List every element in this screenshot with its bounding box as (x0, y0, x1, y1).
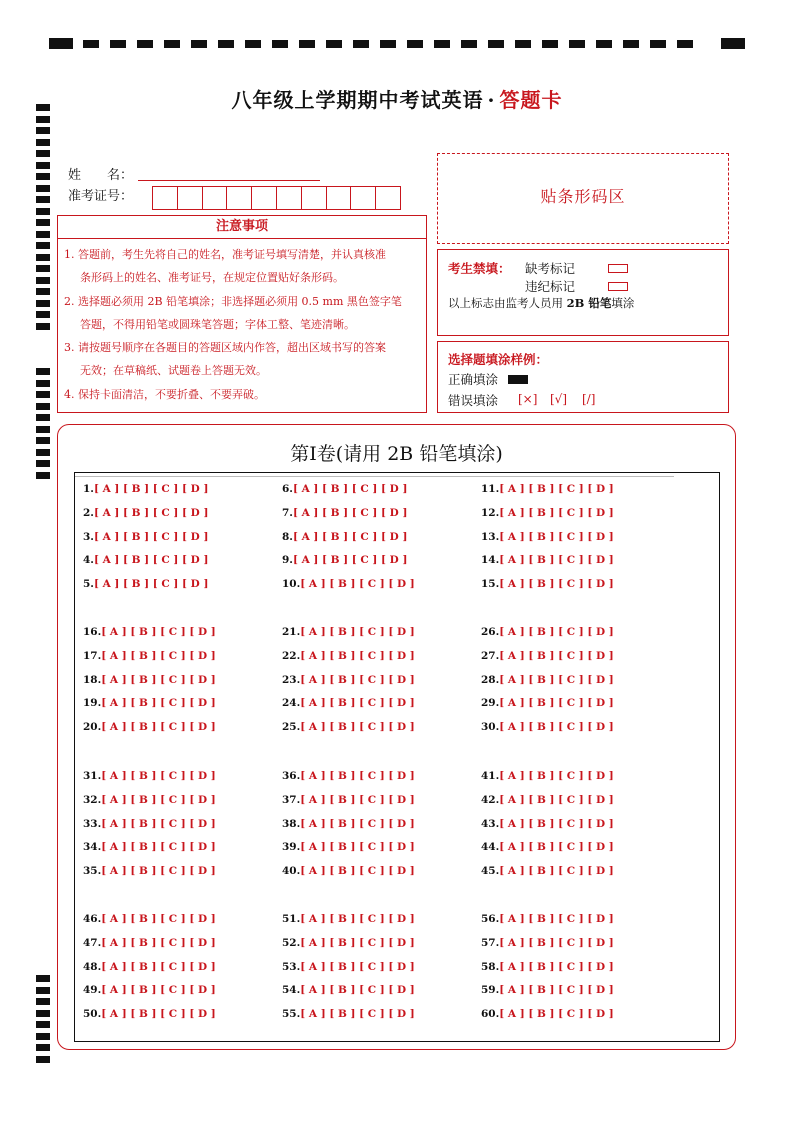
question-item[interactable] (282, 770, 415, 782)
timing-mark (36, 311, 50, 318)
name-label: 姓 名： (68, 168, 134, 183)
question-item[interactable] (481, 697, 614, 709)
timing-mark (36, 368, 50, 375)
answer-options[interactable]: [ A ] [ B ] [ C ] [ D ] (93, 530, 209, 543)
notice-line: 答题，不得用铅笔或圆珠笔答题；字体工整、笔迹清晰。 (80, 317, 355, 331)
wrong-mark-1: [×] (518, 392, 538, 406)
question-number: 9. (282, 554, 293, 567)
notice-box (57, 215, 427, 413)
question-item[interactable] (83, 674, 216, 686)
question-number: 26. (481, 626, 500, 638)
question-item[interactable] (282, 961, 415, 973)
question-number: 4. (83, 554, 94, 567)
answer-options[interactable]: [ A ] [ B ] [ C ] [ D ] (300, 673, 415, 686)
question-item[interactable] (481, 770, 614, 782)
question-number: 40. (282, 865, 301, 878)
question-number: 44. (481, 841, 500, 854)
timing-mark (36, 185, 50, 192)
answer-options[interactable]: [ A ] [ B ] [ C ] [ D ] (300, 936, 415, 949)
timing-mark (36, 173, 50, 180)
question-item[interactable] (83, 913, 216, 925)
question-item[interactable] (282, 650, 415, 662)
forbid-note-text: 以上标志由监考人员用 (448, 296, 567, 310)
timing-mark (36, 1044, 50, 1051)
wrong-label: 错误填涂 (448, 393, 499, 408)
timing-mark (36, 380, 50, 387)
timing-mark (36, 998, 50, 1005)
question-item[interactable] (83, 578, 208, 590)
question-item[interactable] (282, 913, 415, 925)
forbid-note (448, 295, 634, 311)
notice-line: 1. 答题前，考生先将自己的姓名，准考证号填写清楚，并认真核准 (64, 248, 386, 261)
timing-mark (36, 460, 50, 467)
timing-mark (36, 323, 50, 330)
answer-options[interactable]: [ A ] [ B ] [ C ] [ D ] (499, 1008, 614, 1021)
answer-options[interactable]: [ A ] [ B ] [ C ] [ D ] (93, 483, 209, 495)
question-number: 50. (83, 1008, 102, 1021)
forbid-note-text: 填涂 (611, 296, 635, 310)
question-item[interactable] (83, 483, 208, 495)
answer-options[interactable]: [ A ] [ B ] [ C ] [ D ] (499, 960, 614, 973)
answer-options[interactable]: [ A ] [ B ] [ C ] [ D ] (300, 793, 415, 806)
answer-options[interactable]: [ A ] [ B ] [ C ] [ D ] (300, 913, 415, 925)
question-number: 12. (481, 506, 500, 519)
timing-mark (36, 208, 50, 215)
question-number: 35. (83, 865, 102, 878)
question-number: 6. (282, 483, 293, 495)
title-dot: · (487, 88, 496, 112)
timing-mark (36, 219, 50, 226)
answer-options[interactable]: [ A ] [ B ] [ C ] [ D ] (499, 817, 614, 830)
absent-label: 缺考标记 (525, 261, 576, 276)
id-digit-box[interactable] (152, 186, 178, 210)
answer-options[interactable]: [ A ] [ B ] [ C ] [ D ] (499, 506, 614, 519)
question-item[interactable] (282, 1008, 415, 1020)
timing-mark (36, 1056, 50, 1063)
answer-options[interactable]: [ A ] [ B ] [ C ] [ D ] (300, 865, 415, 878)
question-item[interactable] (282, 937, 415, 949)
violation-label: 违纪标记 (525, 279, 576, 294)
question-item[interactable] (282, 531, 407, 543)
question-number: 7. (282, 506, 293, 519)
question-number: 56. (481, 913, 500, 925)
question-number: 23. (282, 673, 301, 686)
question-number: 11. (481, 483, 500, 495)
question-item[interactable] (83, 721, 216, 733)
question-item[interactable] (83, 841, 216, 853)
question-number: 18. (83, 673, 102, 686)
timing-mark (36, 472, 50, 479)
question-number: 46. (83, 913, 102, 925)
correct-fill-sample (508, 371, 528, 386)
question-number: 51. (282, 913, 301, 925)
question-item[interactable] (282, 507, 407, 519)
id-digit-box[interactable] (375, 186, 401, 210)
question-number: 3. (83, 530, 94, 543)
answer-options[interactable]: [ A ] [ B ] [ C ] [ D ] (499, 721, 614, 734)
answer-options[interactable]: [ A ] [ B ] [ C ] [ D ] (93, 554, 209, 567)
id-digit-box[interactable] (226, 186, 252, 210)
answer-options[interactable]: [ A ] [ B ] [ C ] [ D ] (101, 984, 216, 997)
wrong-mark-2: [√] (550, 392, 568, 406)
answer-options[interactable]: [ A ] [ B ] [ C ] [ D ] (499, 984, 614, 997)
name-field[interactable] (138, 180, 320, 181)
page-title (0, 84, 794, 113)
answer-options[interactable]: [ A ] [ B ] [ C ] [ D ] (101, 960, 216, 973)
question-number: 2. (83, 506, 94, 519)
answer-options[interactable]: [ A ] [ B ] [ C ] [ D ] (300, 984, 415, 997)
question-item[interactable] (481, 531, 614, 543)
answer-options[interactable]: [ A ] [ B ] [ C ] [ D ] (300, 1008, 415, 1021)
question-number: 41. (481, 770, 500, 782)
question-item[interactable] (481, 650, 614, 662)
question-item[interactable] (282, 578, 415, 590)
question-number: 53. (282, 960, 301, 973)
correct-label: 正确填涂 (448, 372, 499, 387)
answer-options[interactable]: [ A ] [ B ] [ C ] [ D ] (300, 649, 415, 662)
question-number: 25. (282, 721, 301, 734)
answer-options[interactable]: [ A ] [ B ] [ C ] [ D ] (300, 721, 415, 734)
answer-options[interactable]: [ A ] [ B ] [ C ] [ D ] (499, 770, 614, 782)
question-item[interactable] (481, 841, 614, 853)
id-digit-box[interactable] (202, 186, 228, 210)
question-number: 24. (282, 697, 301, 710)
forbid-label: 考生禁填： (448, 261, 511, 276)
question-number: 42. (481, 793, 500, 806)
question-number: 29. (481, 697, 500, 710)
notice-item (64, 243, 420, 290)
question-item[interactable] (481, 626, 614, 638)
answer-options[interactable]: [ A ] [ B ] [ C ] [ D ] (300, 770, 415, 782)
answer-options[interactable]: [ A ] [ B ] [ C ] [ D ] (499, 626, 614, 638)
id-digit-box[interactable] (177, 186, 203, 210)
wrong-mark-3: [/] (582, 392, 596, 406)
question-number: 16. (83, 626, 102, 638)
question-item[interactable] (282, 674, 415, 686)
timing-mark (36, 300, 50, 307)
question-item[interactable] (282, 554, 407, 566)
question-item[interactable] (282, 626, 415, 638)
notice-line: 无效；在草稿纸、试题卷上答题无效。 (80, 364, 267, 378)
question-item[interactable] (83, 697, 216, 709)
timing-mark (36, 391, 50, 398)
id-digit-box[interactable] (251, 186, 277, 210)
question-item[interactable] (282, 721, 415, 733)
question-item[interactable] (481, 961, 614, 973)
notice-item (64, 383, 420, 406)
question-item[interactable] (83, 937, 216, 949)
question-item[interactable] (83, 794, 216, 806)
question-item[interactable] (83, 531, 208, 543)
timing-mark (36, 1010, 50, 1017)
question-item[interactable] (481, 578, 614, 590)
question-number: 13. (481, 530, 500, 543)
id-digit-box[interactable] (350, 186, 376, 210)
answer-options[interactable]: [ A ] [ B ] [ C ] [ D ] (101, 936, 216, 949)
answer-options[interactable]: [ A ] [ B ] [ C ] [ D ] (101, 649, 216, 662)
question-item[interactable] (481, 554, 614, 566)
answer-options[interactable]: [ A ] [ B ] [ C ] [ D ] (101, 770, 216, 782)
answer-options[interactable]: [ A ] [ B ] [ C ] [ D ] (300, 697, 415, 710)
answer-options[interactable]: [ A ] [ B ] [ C ] [ D ] (300, 841, 415, 854)
example-heading: 选择题填涂样例： (448, 352, 549, 367)
question-item[interactable] (83, 818, 216, 830)
timing-mark (36, 975, 50, 982)
question-number: 58. (481, 960, 500, 973)
question-item[interactable] (481, 794, 614, 806)
answer-options[interactable]: [ A ] [ B ] [ C ] [ D ] (499, 865, 614, 878)
answer-options[interactable]: [ A ] [ B ] [ C ] [ D ] (292, 530, 408, 543)
timing-mark (36, 449, 50, 456)
question-item[interactable] (83, 554, 208, 566)
question-item[interactable] (282, 984, 415, 996)
answer-options[interactable]: [ A ] [ B ] [ C ] [ D ] (101, 673, 216, 686)
question-number: 8. (282, 530, 293, 543)
timing-mark (36, 242, 50, 249)
question-number: 30. (481, 721, 500, 734)
question-number: 19. (83, 697, 102, 710)
question-number: 10. (282, 578, 301, 591)
question-number: 59. (481, 984, 500, 997)
title-main: 八年级上学期期中考试英语 (231, 88, 484, 112)
question-item[interactable] (282, 841, 415, 853)
timing-mark (36, 437, 50, 444)
question-number: 33. (83, 817, 102, 830)
answer-options[interactable]: [ A ] [ B ] [ C ] [ D ] (101, 841, 216, 854)
question-item[interactable] (481, 674, 614, 686)
question-number: 47. (83, 936, 102, 949)
question-item[interactable] (83, 961, 216, 973)
question-item[interactable] (83, 1008, 216, 1020)
answer-options[interactable]: [ A ] [ B ] [ C ] [ D ] (93, 578, 209, 591)
question-number: 37. (282, 793, 301, 806)
answer-options[interactable]: [ A ] [ B ] [ C ] [ D ] (300, 578, 415, 591)
question-number: 54. (282, 984, 301, 997)
notice-line: 2. 选择题必须用 2B 铅笔填涂；非选择题必须用 0.5 mm 黑色签字笔 (64, 294, 402, 308)
question-number: 60. (481, 1008, 500, 1021)
question-number: 49. (83, 984, 102, 997)
id-digit-box[interactable] (301, 186, 327, 210)
notice-item (64, 290, 420, 337)
answer-options[interactable]: [ A ] [ B ] [ C ] [ D ] (93, 506, 209, 519)
timing-mark (36, 231, 50, 238)
absent-mark-box[interactable] (608, 260, 628, 275)
notice-line: 条形码上的姓名、准考证号，在规定位置贴好条形码。 (80, 271, 344, 285)
question-number: 31. (83, 770, 102, 782)
timing-mark (36, 1021, 50, 1028)
answer-options[interactable]: [ A ] [ B ] [ C ] [ D ] (499, 936, 614, 949)
violation-mark-box[interactable] (608, 278, 628, 293)
question-number: 55. (282, 1008, 301, 1021)
notice-line: 4. 保持卡面清洁，不要折叠、不要弄破。 (64, 387, 265, 401)
answer-options[interactable]: [ A ] [ B ] [ C ] [ D ] (499, 913, 614, 925)
question-item[interactable] (481, 984, 614, 996)
timing-mark (36, 426, 50, 433)
question-item[interactable] (481, 483, 614, 495)
question-item[interactable] (282, 697, 415, 709)
notice-heading: 注意事项 (58, 216, 426, 239)
question-item[interactable] (481, 865, 614, 877)
notice-list (58, 243, 426, 412)
question-number: 28. (481, 673, 500, 686)
question-number: 57. (481, 936, 500, 949)
notice-line: 3. 请按题号顺序在各题目的答题区域内作答，超出区域书写的答案 (64, 341, 386, 355)
section-title: 第Ⅰ卷(请用 2B 铅笔填涂) (290, 443, 503, 465)
answer-options[interactable]: [ A ] [ B ] [ C ] [ D ] (292, 554, 408, 567)
answer-options[interactable]: [ A ] [ B ] [ C ] [ D ] (101, 721, 216, 734)
barcode-area (437, 153, 729, 244)
question-number: 17. (83, 649, 102, 662)
question-item[interactable] (282, 818, 415, 830)
question-item[interactable] (83, 984, 216, 996)
question-item[interactable] (83, 650, 216, 662)
answer-options[interactable]: [ A ] [ B ] [ C ] [ D ] (499, 483, 614, 495)
timing-mark (36, 196, 50, 203)
answer-options[interactable]: [ A ] [ B ] [ C ] [ D ] (499, 673, 614, 686)
forbid-note-bold: 2B 铅笔 (566, 296, 612, 310)
answer-options[interactable]: [ A ] [ B ] [ C ] [ D ] (499, 793, 614, 806)
question-number: 34. (83, 841, 102, 854)
question-number: 1. (83, 483, 94, 495)
timing-mark (36, 162, 50, 169)
timing-mark (36, 139, 50, 146)
question-number: 52. (282, 936, 301, 949)
timing-mark (36, 116, 50, 123)
answer-options[interactable]: [ A ] [ B ] [ C ] [ D ] (292, 506, 408, 519)
question-item[interactable] (83, 626, 216, 638)
answer-options[interactable]: [ A ] [ B ] [ C ] [ D ] (101, 817, 216, 830)
question-number: 39. (282, 841, 301, 854)
answer-options[interactable]: [ A ] [ B ] [ C ] [ D ] (292, 483, 408, 495)
answer-options[interactable]: [ A ] [ B ] [ C ] [ D ] (499, 649, 614, 662)
answer-options[interactable]: [ A ] [ B ] [ C ] [ D ] (300, 817, 415, 830)
question-number: 14. (481, 554, 500, 567)
question-number: 27. (481, 649, 500, 662)
question-item[interactable] (481, 937, 614, 949)
question-item[interactable] (481, 721, 614, 733)
question-number: 36. (282, 770, 301, 782)
timing-mark (36, 414, 50, 421)
title-suffix: 答题卡 (499, 88, 563, 112)
timing-mark (36, 277, 50, 284)
question-number: 5. (83, 578, 94, 591)
timing-mark (36, 127, 50, 134)
question-item[interactable] (282, 794, 415, 806)
answer-options[interactable]: [ A ] [ B ] [ C ] [ D ] (300, 960, 415, 973)
id-digit-box[interactable] (326, 186, 352, 210)
timing-mark (36, 150, 50, 157)
timing-mark (36, 265, 50, 272)
barcode-label: 贴条形码区 (540, 187, 626, 206)
answer-options[interactable]: [ A ] [ B ] [ C ] [ D ] (300, 626, 415, 638)
answer-options[interactable]: [ A ] [ B ] [ C ] [ D ] (499, 841, 614, 854)
answer-options[interactable]: [ A ] [ B ] [ C ] [ D ] (101, 626, 216, 638)
answer-options[interactable]: [ A ] [ B ] [ C ] [ D ] (499, 578, 614, 591)
question-item[interactable] (481, 913, 614, 925)
id-label: 准考证号： (68, 189, 134, 204)
answer-options[interactable]: [ A ] [ B ] [ C ] [ D ] (101, 1008, 216, 1021)
answer-options[interactable]: [ A ] [ B ] [ C ] [ D ] (499, 554, 614, 567)
id-number-boxes[interactable] (152, 186, 400, 210)
timing-mark (36, 254, 50, 261)
question-item[interactable] (83, 770, 216, 782)
answer-options[interactable]: [ A ] [ B ] [ C ] [ D ] (499, 530, 614, 543)
question-number: 48. (83, 960, 102, 973)
question-item[interactable] (282, 483, 407, 495)
question-number: 32. (83, 793, 102, 806)
question-item[interactable] (83, 865, 216, 877)
answer-options[interactable]: [ A ] [ B ] [ C ] [ D ] (101, 865, 216, 878)
answer-options[interactable]: [ A ] [ B ] [ C ] [ D ] (101, 913, 216, 925)
question-number: 21. (282, 626, 301, 638)
question-number: 43. (481, 817, 500, 830)
fill-example-box (437, 341, 729, 413)
question-item[interactable] (481, 507, 614, 519)
question-number: 20. (83, 721, 102, 734)
answer-options[interactable]: [ A ] [ B ] [ C ] [ D ] (101, 697, 216, 710)
question-number: 45. (481, 865, 500, 878)
timing-mark (36, 987, 50, 994)
question-item[interactable] (282, 865, 415, 877)
question-item[interactable] (481, 818, 614, 830)
notice-item (64, 336, 420, 383)
question-item[interactable] (83, 507, 208, 519)
answer-options[interactable]: [ A ] [ B ] [ C ] [ D ] (101, 793, 216, 806)
answer-options[interactable]: [ A ] [ B ] [ C ] [ D ] (499, 697, 614, 710)
question-item[interactable] (481, 1008, 614, 1020)
timing-mark (36, 403, 50, 410)
question-number: 15. (481, 578, 500, 591)
question-number: 38. (282, 817, 301, 830)
examiner-only-box (437, 249, 729, 336)
id-digit-box[interactable] (276, 186, 302, 210)
question-number: 22. (282, 649, 301, 662)
timing-mark (36, 1033, 50, 1040)
timing-mark (36, 288, 50, 295)
